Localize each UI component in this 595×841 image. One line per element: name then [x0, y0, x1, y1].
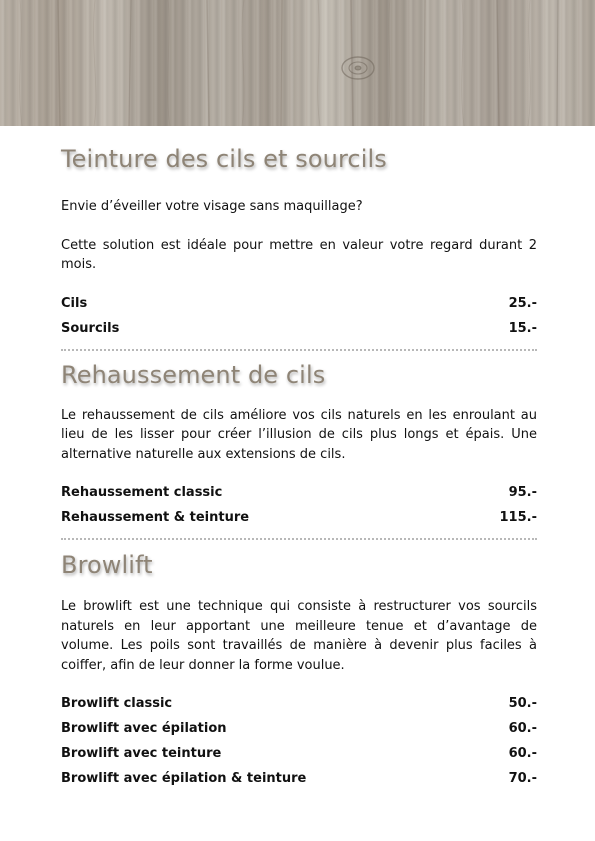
section-description: Le rehaussement de cils améliore vos cils naturels en les enroulant au lieu de les lisser pour créer l’illusion de cils plus longs et épais. Une alternative naturelle aux extensions de cils. — [61, 407, 537, 462]
section-title-teinture: Teinture des cils et sourcils — [61, 145, 387, 173]
service-name: Browlift avec épilation — [61, 721, 227, 736]
price-list-browlift — [61, 691, 537, 791]
service-name: Sourcils — [61, 320, 120, 336]
service-name: Cils — [61, 295, 88, 311]
content-column — [61, 126, 537, 791]
service-price: 25.- — [508, 295, 537, 311]
price-row — [61, 741, 537, 766]
wood-knot — [342, 57, 374, 79]
service-price: 95.- — [508, 485, 537, 500]
service-price: 115.- — [499, 510, 537, 525]
price-row — [61, 316, 537, 341]
price-row — [61, 716, 537, 741]
service-name: Browlift avec teinture — [61, 746, 222, 761]
service-price: 60.- — [508, 746, 537, 761]
price-row — [61, 505, 537, 530]
service-price: 60.- — [508, 721, 537, 736]
service-name: Browlift avec épilation & teinture — [61, 771, 307, 786]
section-description: Cette solution est idéale pour mettre en valeur votre regard durant 2 mois. — [61, 237, 537, 272]
price-row — [61, 480, 537, 505]
section-title-browlift: Browlift — [61, 551, 153, 579]
price-row — [61, 691, 537, 716]
service-name: Rehaussement & teinture — [61, 510, 250, 525]
wood-grain-decoration — [0, 0, 595, 126]
section-description: Le browlift est une technique qui consiste à restructurer vos sourcils naturels en leur apportant une meilleure tenue et d’avantage de volume. Les poils sont travaillés de manière à devenir plus faciles à coiffer, afin de leur donner la forme voulue. — [61, 599, 537, 673]
service-name: Browlift classic — [61, 696, 173, 711]
service-price: 50.- — [508, 696, 537, 711]
dotted-divider — [61, 538, 537, 540]
price-row — [61, 291, 537, 316]
section-title-rehaussement: Rehaussement de cils — [61, 360, 326, 389]
wood-texture-banner — [0, 0, 595, 126]
price-list-teinture — [61, 291, 537, 341]
service-price: 70.- — [508, 771, 537, 786]
price-list-rehaussement — [61, 480, 537, 530]
service-name: Rehaussement classic — [61, 485, 223, 500]
price-row — [61, 766, 537, 791]
service-price: 15.- — [508, 320, 537, 336]
section-intro-text: Envie d’éveiller votre visage sans maquillage? — [61, 199, 363, 214]
dotted-divider — [61, 349, 537, 351]
